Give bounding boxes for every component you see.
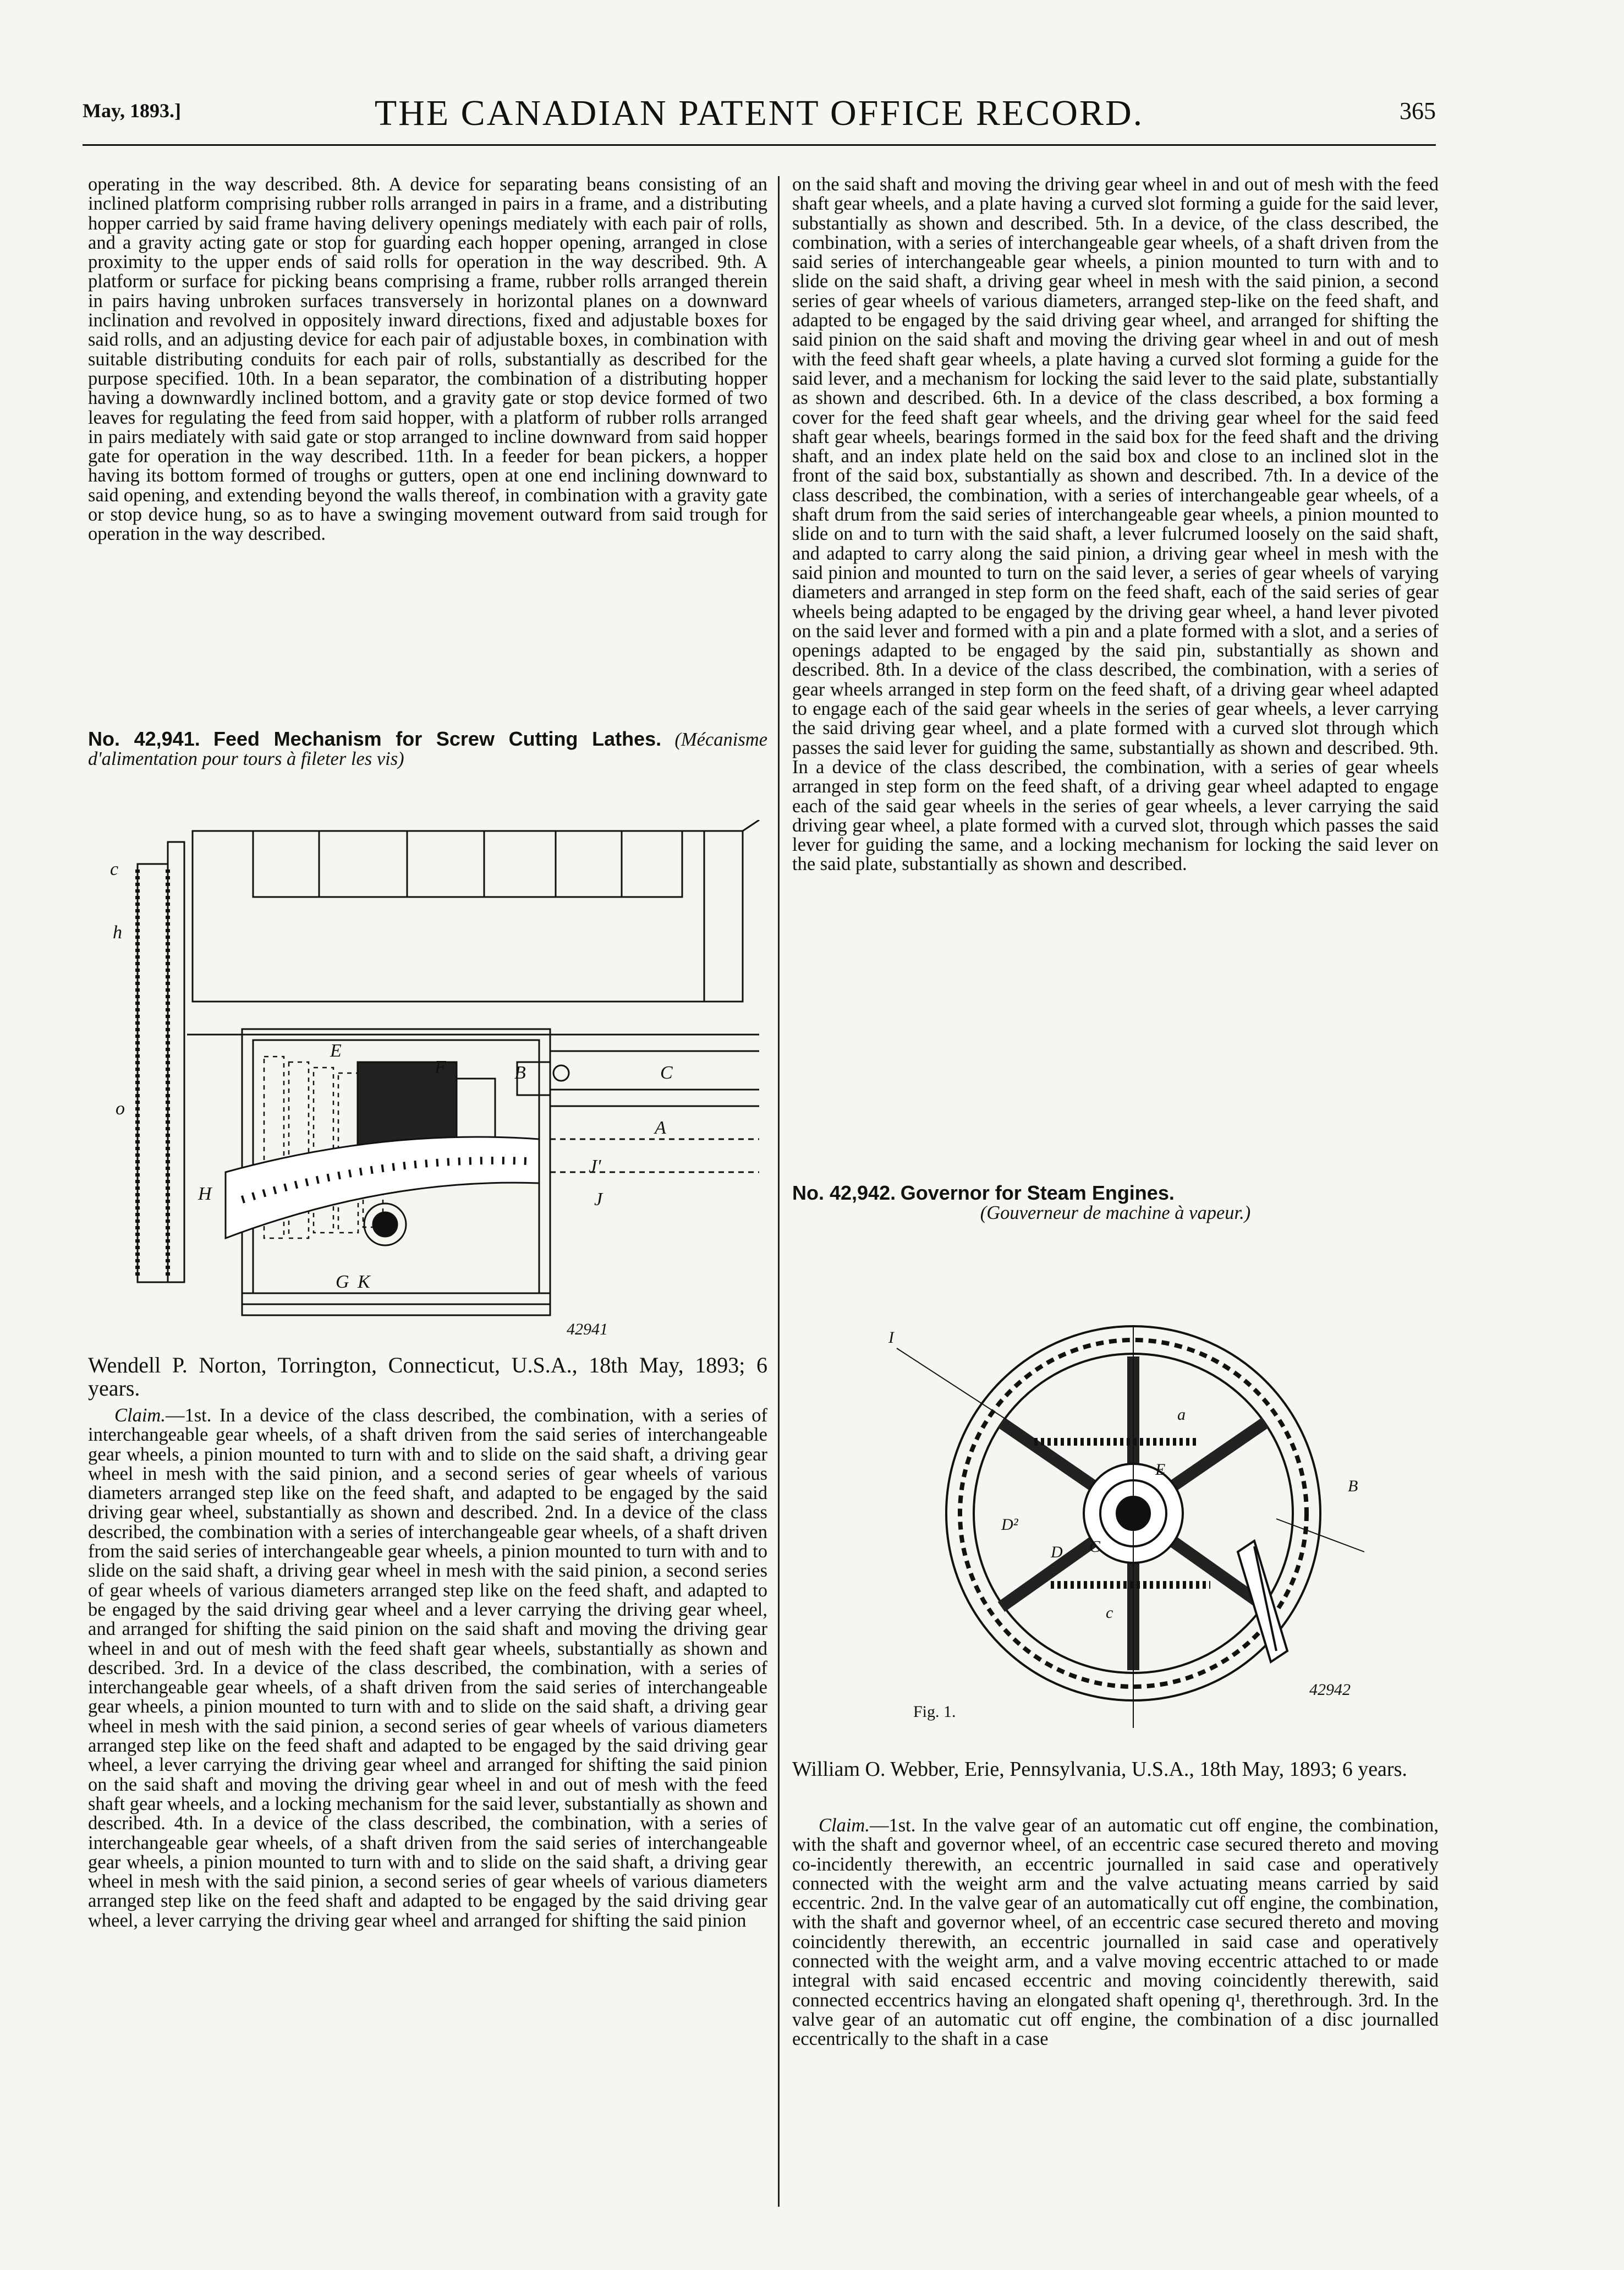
label-h: h	[113, 922, 122, 943]
patent-942942-heading	[792, 1183, 1439, 1223]
label-K: K	[358, 1272, 370, 1292]
patent-number: No. 42,941.	[88, 728, 200, 750]
patent-title: Feed Mechanism for Screw Cutting Lathes.	[213, 728, 662, 750]
continuation-text: operating in the way described. 8th. A device for separating beans consisting of an inclined platform comprising rubber rolls arranged in pairs in a frame, and a distributing hopper carried by said frame having delivery openings mediately with each pair of rolls, and a gravity acting gate or stop for guarding each hopper opening, arranged in close proximity to the upper ends of said rolls for operation in the way described. 9th. A platform or surface for picking beans comprising a frame, rubber rolls arranged therein in pairs having unbroken surfaces transversely in horizontal planes on a downward inclination and revolved in oppositely inward directions, fixed and adjustable boxes for said rolls, and an adjusting device for each pair of adjustable boxes, in combination with suitable distributing conduits for each pair of rolls, substantially as described for the purpose specified. 10th. In a bean separator, the combination of a distributing hopper having a downwardly inclined bottom, and a gravity gate or stop device formed of two leaves for regulating the feed from said hopper, with a platform of rubber rolls arranged in pairs mediately with said gate or stop arranged to incline downward from said hopper gate for operation in the way described. 11th. In a feeder for bean pickers, a hopper having its bottom formed of troughs or gutters, open at one end inclining downward to said opening, and extending beyond the walls thereof, in combination with a gravity gate or stop device hung, so as to have a swinging movement outward from said trough for operation in the way described.	[88, 174, 767, 545]
label-A: A	[655, 1118, 666, 1138]
page-number: 365	[1400, 97, 1436, 124]
label-E: E	[330, 1041, 342, 1061]
label-C: C	[660, 1063, 673, 1083]
claim-text-2: —1st. In the valve gear of an automatic cut off engine, the combination, with the shaft and governor wheel, of an eccentric case secured thereto and moving co-incidently therewith, an eccentric journalled in said case and operatively connected with the weight arm and the valve actuating means carried by said eccentric. 2nd. In the valve gear of an automatically cut off engine, the combination, with the shaft and governor wheel, of an eccentric case secured thereto and moving coincidently therewith, an eccentric journalled in said case and operatively connected with the weight arm, and a valve moving eccentric attached to or made integral with said encased eccentric and moving coincidently therewith, said connected eccentrics having an elongated shaft opening q¹, therethrough. 3rd. In the valve gear of an automatic cut off engine, the combination of a disc journalled eccentrically to the shaft in a case	[792, 1815, 1439, 2050]
label-J: J	[594, 1189, 603, 1210]
patent-title-french: (Mécanisme d'alimentation pour tours à fileter les vis)	[88, 729, 768, 770]
governor-figure	[869, 1310, 1408, 1739]
page-header	[83, 83, 1436, 143]
figure-number-2: 42942	[1309, 1681, 1351, 1699]
figure-number: 42941	[567, 1320, 608, 1334]
label-C-gov: C	[1089, 1538, 1101, 1556]
patent-942942-inventor	[792, 1758, 1439, 1780]
patent-number-2: No. 42,942.	[792, 1182, 896, 1204]
claim-label-2: Claim.	[819, 1815, 870, 1836]
patent-942941-heading	[88, 729, 767, 769]
column-divider	[778, 176, 780, 2207]
patent-title-2: Governor for Steam Engines.	[900, 1182, 1175, 1204]
label-c-gov: c	[1106, 1604, 1113, 1622]
inventor-text: Wendell P. Norton, Torrington, Connecticut, U.S.A., 18th May, 1893; 6 years.	[88, 1353, 767, 1401]
patent-942941-inventor	[88, 1354, 767, 1400]
lathe-drawing	[99, 820, 770, 1334]
label-B: B	[514, 1063, 526, 1083]
label-c: c	[110, 859, 119, 879]
label-J-prime: J'	[589, 1156, 601, 1177]
gear-wheel-outline	[138, 864, 168, 1282]
patent-942941-claim	[88, 1406, 767, 1930]
label-D: D	[1051, 1543, 1063, 1561]
lathe-feed-figure	[99, 820, 770, 1334]
issue-date: May, 1893.]	[83, 100, 181, 122]
label-o: o	[116, 1098, 125, 1119]
label-I: I	[888, 1328, 894, 1347]
continuation-text-right: on the said shaft and moving the driving gear wheel in and out of mesh with the feed shaft gear wheels, and a plate having a curved slot forming a guide for the said lever, substantially as shown and described. 5th. In a device, of the class described, the combination, with a series of interchangeable gear wheels, of a shaft driven from the said series of interchangeable gear wheels, a pinion mounted to turn with and to slide on the said shaft, a driving gear wheel in mesh with the said pinion, a second series of gear wheels of various diameters, arranged step-like on the feed shaft, and adapted to be engaged by the said driving gear wheel, and arranged for shifting the said pinion on the said shaft and moving the driving gear wheel in and out of mesh with the feed shaft gear wheels, a plate having a curved slot forming a guide for the said lever, and a mechanism for locking the said lever to the said plate, substantially as shown and described. 6th. In a device of the class described, a box forming a cover for the feed shaft gear wheels, and the driving gear wheel for the said feed shaft gear wheels, bearings formed in the said box for the feed shaft and the driving shaft, and an index plate held on the said box and close to an inclined slot in the front of the said box, substantially as shown and described. 7th. In a device of the class described, the combination, with a series of interchangeable gear wheels, of a shaft drum from the said series of interchangeable gear wheels, a pinion mounted to slide on and to turn with the said shaft, a lever fulcrumed loosely on the said shaft, and adapted to carry along the said pinion, a driving gear wheel in mesh with the said pinion and mounted to turn on the said lever, a series of gear wheels of varying diameters and arranged in step form on the feed shaft, each of the said series of gear wheels being adapted to be engaged by the driving gear wheel, a hand lever pivoted on the said lever and formed with a pin and a plate formed with a slot, and a series of openings adapted to be engaged by the said pin, substantially as shown and described. 8th. In a device of the class described, the combination, with a series of gear wheels arranged in step form on the feed shaft, of a driving gear wheel adapted to engage each of the said gear wheels in the series of gear wheels, a lever carrying the said driving gear wheel, and a plate formed with a curved slot through which passes the said lever for guiding the same, substantially as shown and described. 9th. In a device of the class described, the combination, with a series of gear wheels arranged in step form on the feed shaft, of a driving gear wheel adapted to engage each of the said gear wheels in the series of gear wheels, a lever carrying the said driving gear wheel, a plate formed with a curved slot, through which passes the said lever for guiding the same, and a locking mechanism for locking the said lever on the said plate, substantially as shown and described.	[792, 174, 1439, 875]
claim-text: —1st. In a device of the class described, the combination, with a series of interchangeable gear wheels, of a shaft driven from the said series of interchangeable gear wheels, a pinion mounted to turn with and to slide on the said shaft, a driving gear wheel in mesh with the said pinion, and a second series of gear wheels of various diameters arranged step like on the feed shaft, and adapted to be engaged by the said driving gear wheel, substantially as shown and described. 2nd. In a device of the class described, the combination with a series of interchangeable gear wheels, of a shaft driven from the said series of interchangeable gear wheels, a pinion mounted to turn with and to slide on the said shaft, a driving gear wheel in mesh with the said pinion, a second series of gear wheels of various diameters arranged step like on the feed shaft, and adapted to be engaged by the said driving gear wheel and a lever carrying the driving gear wheel, and arranged for shifting the said pinion on the said shaft and moving the driving gear wheel in and out of mesh with the feed shaft gear wheels, substantially as shown and described. 3rd. In a device of the class described, the combination, with a series of interchangeable gear wheels, of a shaft driven from the said series of interchangeable gear wheels, a pinion mounted to turn with and to slide on the said shaft, a driving gear wheel in mesh with the said pinion, a second series of gear wheels of various diameters arranged step like on the feed shaft and adapted to be engaged by the said driving gear wheel, a lever carrying the driving gear wheel and arranged for shifting the said pinion on the said shaft and moving the driving gear wheel in and out of mesh with the feed shaft gear wheels, and a locking mechanism for the said lever, substantially as shown and described. 4th. In a device of the class described, the combination, with a series of interchangeable gear wheels, of a shaft driven from the said series of interchangeable gear wheels, a pinion mounted to turn with and to slide on the said shaft, a driving gear wheel in mesh with the said pinion, a second series of gear wheels of various diameters arranged step like on the feed shaft and adapted to be engaged by the said driving gear wheel, a lever carrying the driving gear wheel and arranged for shifting the said pinion	[88, 1405, 767, 1931]
label-a: a	[1177, 1405, 1186, 1424]
patent-942942-claim	[792, 1816, 1439, 2049]
journal-title: THE CANADIAN PATENT OFFICE RECORD.	[374, 93, 1144, 133]
patent-title-french-2: (Gouverneur de machine à vapeur.)	[980, 1202, 1251, 1224]
header-rule	[83, 144, 1436, 146]
governor-drawing	[869, 1310, 1408, 1739]
label-H: H	[198, 1184, 212, 1204]
label-F: F	[435, 1057, 446, 1077]
label-E-gov: E	[1155, 1461, 1166, 1479]
figure-caption: Fig. 1.	[913, 1703, 956, 1721]
inventor-text-2: William O. Webber, Erie, Pennsylvania, U.S.A., 18th May, 1893; 6 years.	[792, 1758, 1407, 1781]
claim-label: Claim.	[114, 1405, 166, 1426]
left-column-continuation	[88, 175, 767, 544]
right-column-continuation	[792, 175, 1439, 874]
label-G: G	[336, 1272, 349, 1292]
label-B-gov: B	[1348, 1477, 1358, 1495]
label-D2: D²	[1001, 1516, 1018, 1534]
